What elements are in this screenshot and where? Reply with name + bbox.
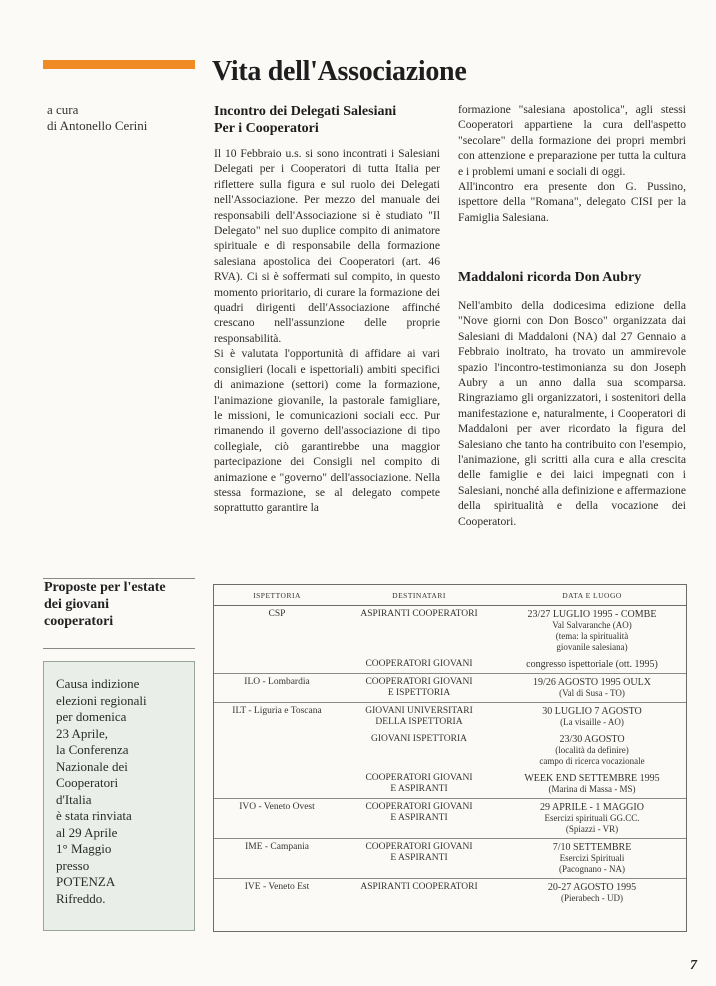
cell-data-luogo bbox=[498, 606, 686, 657]
paragraph: All'incontro era presente don G. Pussino, ispettore della "Romana", delegato CISI per la Famiglia Salesiana. bbox=[458, 180, 686, 224]
cell-ispettoria: ILO - Lombardia bbox=[214, 674, 340, 703]
article-heading bbox=[214, 103, 444, 137]
table-row bbox=[214, 606, 686, 657]
cell-line: GIOVANI ISPETTORIA bbox=[371, 734, 467, 744]
cell-line: GIOVANI UNIVERSITARI bbox=[365, 706, 473, 716]
cell-line: 23/30 AGOSTO bbox=[559, 734, 625, 745]
cell-line: (Pierabech - UD) bbox=[561, 893, 623, 903]
cell-destinatari bbox=[340, 731, 498, 770]
cell-ispettoria: IVE - Veneto Est bbox=[244, 882, 310, 892]
article-heading-line: Per i Cooperatori bbox=[214, 121, 319, 136]
sidebar-title bbox=[44, 579, 204, 630]
table-header-data-luogo: DATA E LUOGO bbox=[498, 585, 686, 606]
cell-ispettoria: CSP bbox=[268, 609, 286, 619]
byline-line: di Antonello Cerini bbox=[47, 118, 148, 133]
accent-bar bbox=[43, 60, 195, 69]
cell-data-luogo bbox=[498, 731, 686, 770]
cell-line: congresso ispettoriale (ott. 1995) bbox=[526, 659, 658, 670]
cell-line: (La visaille - AO) bbox=[560, 717, 624, 727]
cell-line: COOPERATORI GIOVANI bbox=[365, 677, 473, 687]
cell-data-luogo bbox=[498, 656, 686, 674]
notice-line: Rifreddo. bbox=[56, 890, 106, 906]
cell-data-luogo bbox=[498, 879, 686, 908]
cell-destinatari bbox=[340, 674, 498, 703]
cell-line: E ASPIRANTI bbox=[390, 813, 448, 823]
notice-line: presso bbox=[56, 857, 90, 873]
notice-line: d'Italia bbox=[56, 791, 92, 807]
notice-line: elezioni regionali bbox=[56, 692, 147, 708]
notice-line: Nazionale dei bbox=[56, 758, 128, 774]
cell-line: campo di ricerca vocazionale bbox=[539, 756, 645, 766]
byline bbox=[47, 102, 147, 134]
cell-line: DELLA ISPETTORIA bbox=[375, 717, 463, 727]
notice-line: Causa indizione bbox=[56, 676, 140, 691]
cell-line: 20-27 AGOSTO 1995 bbox=[547, 882, 637, 893]
cell-line: E ASPIRANTI bbox=[390, 853, 448, 863]
cell-line: (località da definire) bbox=[555, 745, 629, 755]
cell-data-luogo bbox=[498, 799, 686, 839]
paragraph: Il 10 Febbraio u.s. si sono incontrati i Salesiani Delegati per i Cooperatori di tutta Italia per riflettere sulla figura e sul ruolo dei Delegati nell'Associazione. Per mezzo del manuale dei responsabili dell'Associazione si è studiato "Il Delegato" nel suo duplice compito di animatore spirituale e di responsabile della formazione salesiana apostolica dei Cooperatori (art. 46 RVA). Ci si è soffermati sul compito, in questo momento prioritario, di curare la formazione dei quadri dirigenti dell'Associazione affinché crescano nell'assunzione delle proprie responsabilità. bbox=[214, 147, 440, 345]
notice-line: POTENZA bbox=[56, 874, 116, 889]
table-row bbox=[214, 703, 686, 732]
cell-data-luogo bbox=[498, 703, 686, 732]
cell-line: 23/27 LUGLIO 1995 - COMBE bbox=[527, 609, 657, 620]
table-row bbox=[214, 656, 686, 674]
events-table bbox=[213, 584, 687, 932]
table-row bbox=[214, 674, 686, 703]
cell-destinatari bbox=[340, 656, 498, 674]
cell-line: (Marina di Massa - MS) bbox=[548, 784, 636, 794]
cell-destinatari bbox=[340, 879, 498, 908]
cell-line: E ISPETTORIA bbox=[387, 688, 451, 698]
table-header-ispettoria: ISPETTORIA bbox=[214, 585, 340, 606]
cell-destinatari bbox=[340, 606, 498, 657]
notice-line: è stata rinviata bbox=[56, 808, 132, 823]
notice-text bbox=[56, 676, 188, 907]
paragraph: Nell'ambito della dodicesima edizione della "Nove giorni con Don Bosco" organizzata dai Salesiani di Maddaloni (NA) dal 27 Gennaio a Febbraio inoltrato, ha trovato un ammirevole spazio l'incontro-testimonianza su don Joseph Aubry a un anno dalla sua scomparsa. Ringraziamo gli organizzatori, i sostenitori della manifestazione e, naturalmente, i Cooperatori di Maddaloni per aver ricordato la figura del Salesiano che tanto ha contribuito con l'esempio, l'animazione, gli scritti alla cura e alla crescita delle famiglie e dei laici impegnati con i Salesiani, nonché alla definizione e affermazione della spiritualità e della vocazione dei Cooperatori. bbox=[458, 299, 686, 528]
article-heading: Maddaloni ricorda Don Aubry bbox=[458, 270, 642, 285]
cell-line: ASPIRANTI COOPERATORI bbox=[360, 882, 478, 892]
cell-line: 30 LUGLIO 7 AGOSTO bbox=[542, 706, 642, 717]
table-row bbox=[214, 799, 686, 839]
cell-line: E ASPIRANTI bbox=[390, 784, 448, 794]
notice-line: 23 Aprile, bbox=[56, 725, 108, 741]
paragraph: Si è valutata l'opportunità di affidare ai vari consiglieri (locali e ispettoriali) ambiti specifici di animazione (settori) come la formazione, l'animazione giovanile, la pastorale famigliare, le missioni, le comunicazioni sociali ecc. Pur rimanendo il governo dell'associazione di tipo collegiale, ciò garantirebbe una maggior partecipazione dei Consigli nel compito di animazione e "governo" dell'associazione. Nella stessa formazione, se al delegato compete soprattutto garantire la bbox=[214, 347, 440, 515]
cell-line: ASPIRANTI COOPERATORI bbox=[360, 609, 478, 619]
cell-line: (Spiazzi - VR) bbox=[565, 824, 619, 834]
cell-ispettoria: IME - Campania bbox=[214, 839, 340, 879]
cell-line: Val Salvaranche (AO) bbox=[552, 620, 632, 630]
table-row bbox=[214, 839, 686, 879]
sidebar-title-line: cooperatori bbox=[44, 614, 114, 629]
table-row bbox=[214, 879, 686, 908]
sidebar-title-line: dei giovani bbox=[44, 597, 109, 612]
article-column-2b bbox=[458, 298, 686, 529]
byline-line: a cura bbox=[47, 102, 79, 117]
cell-data-luogo bbox=[498, 674, 686, 703]
article-column-1 bbox=[214, 146, 440, 516]
cell-ispettoria bbox=[214, 656, 340, 674]
table-row bbox=[214, 770, 686, 799]
cell-data-luogo bbox=[498, 839, 686, 879]
page-number: 7 bbox=[690, 958, 697, 973]
cell-line: COOPERATORI GIOVANI bbox=[365, 659, 473, 669]
cell-destinatari bbox=[340, 703, 498, 732]
cell-ispettoria bbox=[214, 770, 340, 799]
article-heading-line: Incontro dei Delegati Salesiani bbox=[214, 104, 397, 119]
cell-data-luogo bbox=[498, 770, 686, 799]
cell-line: COOPERATORI GIOVANI bbox=[365, 773, 473, 783]
cell-line: (Pacognano - NA) bbox=[559, 864, 625, 874]
cell-line: 7/10 SETTEMBRE bbox=[552, 842, 632, 853]
cell-line: (tema: la spiritualità bbox=[555, 631, 629, 641]
divider bbox=[43, 648, 195, 649]
cell-destinatari bbox=[340, 770, 498, 799]
cell-line: Esercizi Spirituali bbox=[559, 853, 625, 863]
cell-line: COOPERATORI GIOVANI bbox=[365, 842, 473, 852]
cell-line: WEEK END SETTEMBRE 1995 bbox=[524, 773, 660, 784]
cell-ispettoria: IVO - Veneto Ovest bbox=[214, 799, 340, 839]
cell-destinatari bbox=[340, 799, 498, 839]
cell-ispettoria: ILT - Liguria e Toscana bbox=[232, 706, 322, 716]
cell-line: (Val di Susa - TO) bbox=[559, 688, 625, 698]
article-column-2 bbox=[458, 102, 686, 225]
notice-line: 1° Maggio bbox=[56, 841, 112, 856]
cell-line: giovanile salesiana) bbox=[556, 642, 628, 652]
sidebar-title-line: Proposte per l'estate bbox=[44, 580, 166, 595]
cell-line: Esercizi spirituali GG.CC. bbox=[544, 813, 640, 823]
cell-ispettoria bbox=[214, 731, 340, 770]
cell-line: 29 APRILE - 1 MAGGIO bbox=[540, 802, 644, 813]
notice-line: Cooperatori bbox=[56, 775, 119, 790]
page-title: Vita dell'Associazione bbox=[212, 56, 467, 87]
cell-line: COOPERATORI GIOVANI bbox=[365, 802, 473, 812]
cell-destinatari bbox=[340, 839, 498, 879]
notice-line: al 29 Aprile bbox=[56, 824, 118, 840]
notice-line: la Conferenza bbox=[56, 742, 129, 757]
paragraph: formazione "salesiana apostolica", agli stessi Cooperatori appartiene la cura dell'aspetto "secolare" della formazione dei propri membri con attenzione e preparazione per tutta la cultura e i problemi umani e sociali di oggi. bbox=[458, 103, 686, 178]
table-header-destinatari: DESTINATARI bbox=[340, 585, 498, 606]
table-row bbox=[214, 731, 686, 770]
notice-line: per domenica bbox=[56, 709, 127, 724]
cell-line: 19/26 AGOSTO 1995 OULX bbox=[533, 677, 651, 688]
